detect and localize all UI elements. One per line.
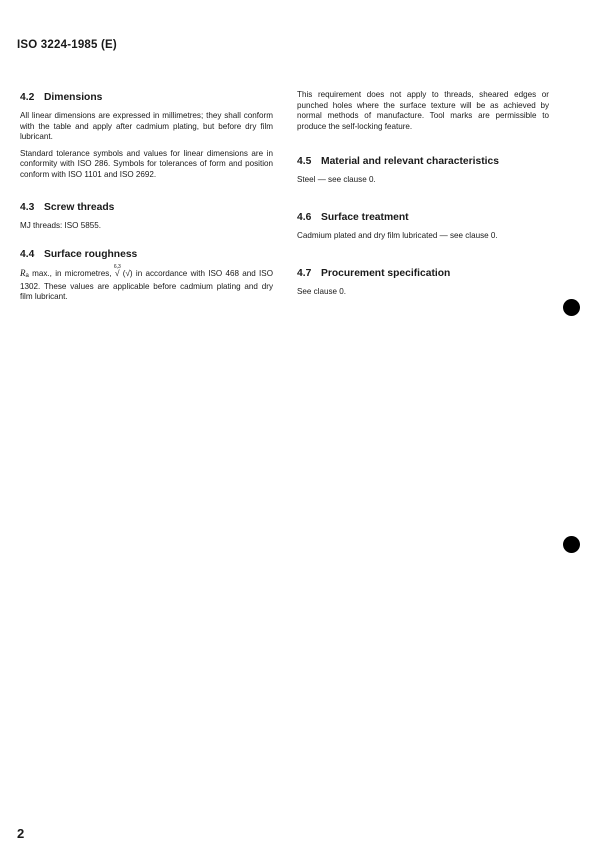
section-title: Dimensions — [44, 92, 103, 103]
section-heading — [297, 212, 549, 223]
section-number: 4.3 — [20, 202, 35, 213]
section-number: 4.5 — [297, 156, 312, 167]
paragraph: Cadmium plated and dry film lubricated — see clause 0. — [297, 231, 498, 240]
section-title: Procurement specification — [321, 268, 451, 279]
radical-sign: √ — [114, 268, 120, 278]
radical-symbol — [113, 264, 121, 279]
paragraph: See clause 0. — [297, 287, 347, 296]
section-4-3 — [20, 202, 273, 232]
paragraph — [20, 264, 273, 303]
section-number: 4.4 — [20, 249, 35, 260]
section-title: Material and relevant characteristics — [321, 156, 499, 167]
section-4-7 — [297, 268, 549, 298]
section-4-5 — [297, 156, 549, 186]
paragraph: This requirement does not apply to threads, sheared edges or punched holes where the surface texture will be as achieved by normal methods of manufacture. Tool marks are permissible to produce the self-locking feature. — [297, 90, 549, 131]
section-heading — [20, 249, 273, 260]
text-fragment: (√) in accordance with ISO 468 and ISO 1302. These values are applicable before cadmium plating and dry film lubricant. — [20, 269, 273, 302]
section-heading — [297, 156, 549, 167]
roughness-subscript: a — [25, 273, 29, 279]
paragraph: All linear dimensions are expressed in millimetres; they shall conform with the table and apply after cadmium plating, but before dry film lubricant. — [20, 111, 273, 142]
section-number: 4.2 — [20, 92, 35, 103]
punch-hole-mark — [563, 299, 580, 316]
section-heading — [20, 92, 273, 103]
document-header: ISO 3224-1985 (E) — [17, 39, 117, 51]
page-number: 2 — [17, 826, 25, 841]
roughness-symbol: R — [20, 268, 26, 278]
section-title: Surface treatment — [321, 212, 409, 223]
text-fragment: max., in micrometres, — [28, 269, 115, 278]
punch-hole-mark — [563, 536, 580, 553]
paragraph: Standard tolerance symbols and values for linear dimensions are in conformity with ISO 286. Symbols for tolerances of form and position conform with ISO 1101 and ISO 2692. — [20, 148, 273, 179]
paragraph: Steel — see clause 0. — [297, 175, 376, 184]
section-4-6 — [297, 212, 549, 242]
section-title: Screw threads — [44, 202, 115, 213]
section-heading — [20, 202, 273, 213]
section-4-4 — [20, 249, 273, 303]
section-title: Surface roughness — [44, 249, 138, 260]
radical-index: 6,3 — [113, 264, 121, 270]
section-4-2 — [20, 92, 273, 181]
paragraph: MJ threads: ISO 5855. — [20, 221, 101, 230]
section-number: 4.6 — [297, 212, 312, 223]
section-number: 4.7 — [297, 268, 312, 279]
section-heading — [297, 268, 549, 279]
